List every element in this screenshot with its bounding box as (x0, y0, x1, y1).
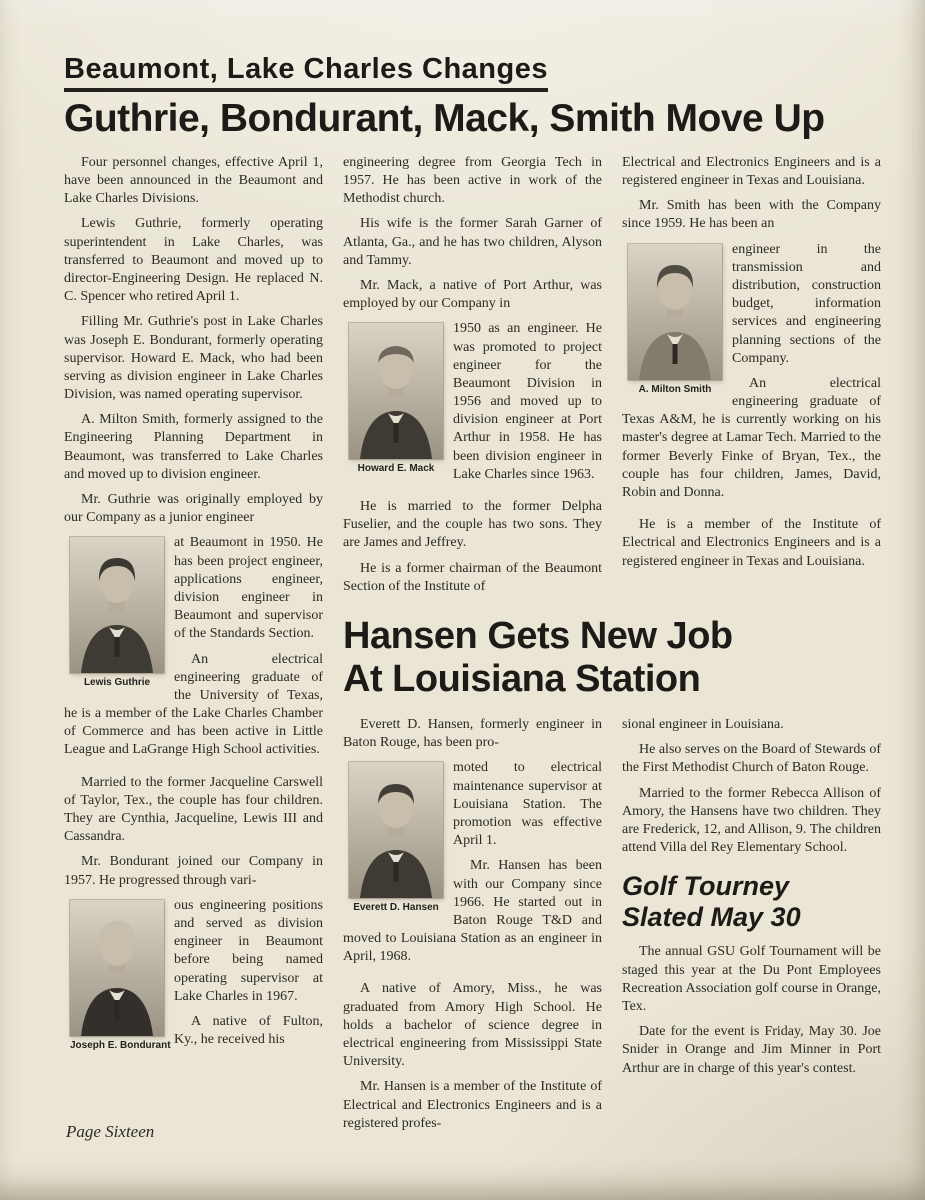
guthrie-portrait-figure (70, 537, 164, 689)
hansen-photo-block (343, 759, 602, 973)
paragraph: Mr. Hansen is a member of the Institute of Electrical and Electronics Engineers and is a registered profes- (343, 1079, 602, 1131)
smith-portrait-figure (628, 244, 722, 396)
column-right-bottom (622, 716, 881, 1140)
mack-portrait-figure (349, 323, 443, 475)
paragraph: Filling Mr. Guthrie's post in Lake Charles was Joseph E. Bondurant, formerly operating supervisor. Howard E. Mack, who had been serving as division engineer in Lake Charles Division, was named operating supervisor. (64, 314, 323, 403)
hansen-portrait-photo (349, 762, 443, 898)
paragraph: at Beaumont in 1950. He has been project engineer, applications engineer, division engineer in Beaumont and supervisor of the Standards Section. (174, 535, 323, 642)
photo-caption-hansen: Everett D. Hansen (353, 902, 439, 914)
paragraph: Everett D. Hansen, formerly engineer in Baton Rouge, has been pro- (343, 717, 602, 751)
hansen-headline-line2: At Louisiana Station (343, 657, 701, 700)
paragraph: He is married to the former Delpha Fuselier, and the couple has two sons. They are James and Jeffrey. (343, 499, 602, 551)
paragraph: Date for the event is Friday, May 30. Joe Snider in Orange and Jim Minner in Port Arthur are in charge of this year's contest. (622, 1024, 881, 1076)
hansen-headline-line1: Hansen Gets New Job (343, 614, 733, 657)
paragraph: An electrical engineering graduate of the University of Texas, he is a member of the Lake Charles Chamber of Commerce and has been active in Little League and LaGrange High School activities. (64, 651, 323, 758)
column-right-top (622, 154, 881, 603)
paragraph: Married to the former Jacqueline Carswell of Taylor, Tex., the couple has four children. They are Cynthia, Jacqueline, Lewis III and Cassandra. (64, 774, 323, 845)
kicker-headline: Beaumont, Lake Charles Changes (64, 54, 548, 92)
paragraph: An electrical engineering graduate of Texas A&M, he is currently working on his master's degree at Lamar Tech. Married to the former Beverly Finke of Bryan, Tex., the couple has four children, James, David, Robin and Donna. (622, 375, 881, 501)
row-top (343, 154, 881, 603)
paragraph: A native of Amory, Miss., he was graduated from Amory High School. He holds a bachelor of science degree in electrical engineering from Mississippi State University. (343, 981, 602, 1070)
portrait-icon (349, 323, 443, 459)
photo-caption-mack: Howard E. Mack (357, 463, 435, 475)
paragraph: His wife is the former Sarah Garner of Atlanta, Ga., and he has two children, Alyson and Tammy. (343, 216, 602, 268)
photo-caption-smith: A. Milton Smith (638, 383, 712, 395)
paragraph: Mr. Bondurant joined our Company in 1957. He progressed through vari- (64, 854, 323, 888)
page-number: Page Sixteen (66, 1122, 155, 1141)
paragraph: The annual GSU Golf Tournament will be staged this year at the Du Pont Employees Recreation Association golf course in Orange, Tex. (622, 944, 881, 1015)
smith-portrait-photo (628, 244, 722, 380)
hansen-portrait-figure (349, 762, 443, 914)
paragraph: He is a former chairman of the Beaumont Section of the Institute of (343, 560, 602, 594)
guthrie-portrait-photo (70, 537, 164, 673)
bondurant-photo-block (64, 897, 323, 1057)
paragraph: 1950 as an engineer. He was promoted to project engineer for the Beaumont Division in 1956 and moved up to division engineer at Port Arthur in 1958. He has been division engineer in Lake Charles since 1963. (453, 321, 602, 482)
photo-caption-guthrie: Lewis Guthrie (83, 677, 151, 689)
smith-photo-block (622, 241, 881, 510)
guthrie-photo-block (64, 534, 323, 766)
portrait-icon (70, 900, 164, 1036)
paragraph: Mr. Hansen has been with our Company since 1966. He started out in Baton Rouge T&D and moved to Louisiana Station as an engineer in April, 1968. (343, 858, 602, 965)
paragraph: He is a member of the Institute of Electrical and Electronics Engineers and is a registered engineer in Texas and Louisiana. (622, 517, 881, 569)
paragraph: Electrical and Electronics Engineers and is a registered engineer in Texas and Louisiana. (622, 154, 881, 189)
main-headline: Guthrie, Bondurant, Mack, Smith Move Up (64, 96, 825, 140)
paragraph: engineering degree from Georgia Tech in 1957. He has been active in work of the Methodist church. (343, 154, 602, 207)
paragraph: Mr. Smith has been with the Company since 1959. He has been an (622, 198, 881, 232)
paragraph: engineer in the transmission and distribution, construction budget, information services and engineering planning sections of the Company. (732, 241, 881, 366)
mack-portrait-photo (349, 323, 443, 459)
paragraph: Mr. Guthrie was originally employed by our Company as a junior engineer (64, 492, 323, 526)
masthead (64, 54, 881, 140)
golf-headline-line2: Slated May 30 (622, 902, 801, 933)
column-layout (64, 154, 881, 1140)
portrait-icon (628, 244, 722, 380)
portrait-icon (70, 537, 164, 673)
paragraph: Married to the former Rebecca Allison of Amory, the Hansens have two children. They are Frederick, 12, and Allison, 9. The children attend Villa del Rey Elementary School. (622, 785, 881, 856)
paragraph: He also serves on the Board of Stewards of the First Methodist Church of Baton Rouge. (622, 742, 881, 776)
photo-caption-bondurant: Joseph E. Bondurant (70, 1039, 171, 1051)
golf-headline-line1: Golf Tourney (622, 871, 789, 902)
bondurant-portrait-figure (70, 900, 171, 1052)
paragraph: A. Milton Smith, formerly assigned to the Engineering Planning Department in Beaumont, was transferred to Lake Charles and moved up to division engineer. (64, 412, 323, 482)
paragraph: Mr. Mack, a native of Port Arthur, was employed by our Company in (343, 277, 602, 312)
paragraph: moted to electrical maintenance supervisor at Louisiana Station. The promotion was effective April 1. (453, 760, 602, 849)
golf-headline (622, 871, 881, 933)
bondurant-portrait-photo (70, 900, 164, 1036)
paragraph: Four personnel changes, effective April 1, have been announced in the Beaumont and Lake Charles Divisions. (64, 154, 323, 207)
column-left (64, 154, 323, 1140)
paragraph: ous engineering positions and served as division engineer in Beaumont before being named operating supervisor at Lake Charles in 1967. (174, 897, 323, 1004)
hansen-headline (343, 615, 881, 700)
row-bottom (343, 716, 881, 1140)
portrait-icon (349, 762, 443, 898)
column-middle-top (343, 154, 602, 603)
paragraph: Lewis Guthrie, formerly operating superintendent in Lake Charles, was transferred to Beaumont and moved up to director-Engineering Design. He replaced N. C. Spencer who retired April 1. (64, 216, 323, 305)
paragraph: sional engineer in Louisiana. (622, 717, 784, 733)
mack-photo-block (343, 320, 602, 491)
column-middle-bottom (343, 716, 602, 1140)
right-area (343, 154, 881, 1140)
paragraph: A native of Fulton, Ky., he received his (174, 1013, 323, 1048)
